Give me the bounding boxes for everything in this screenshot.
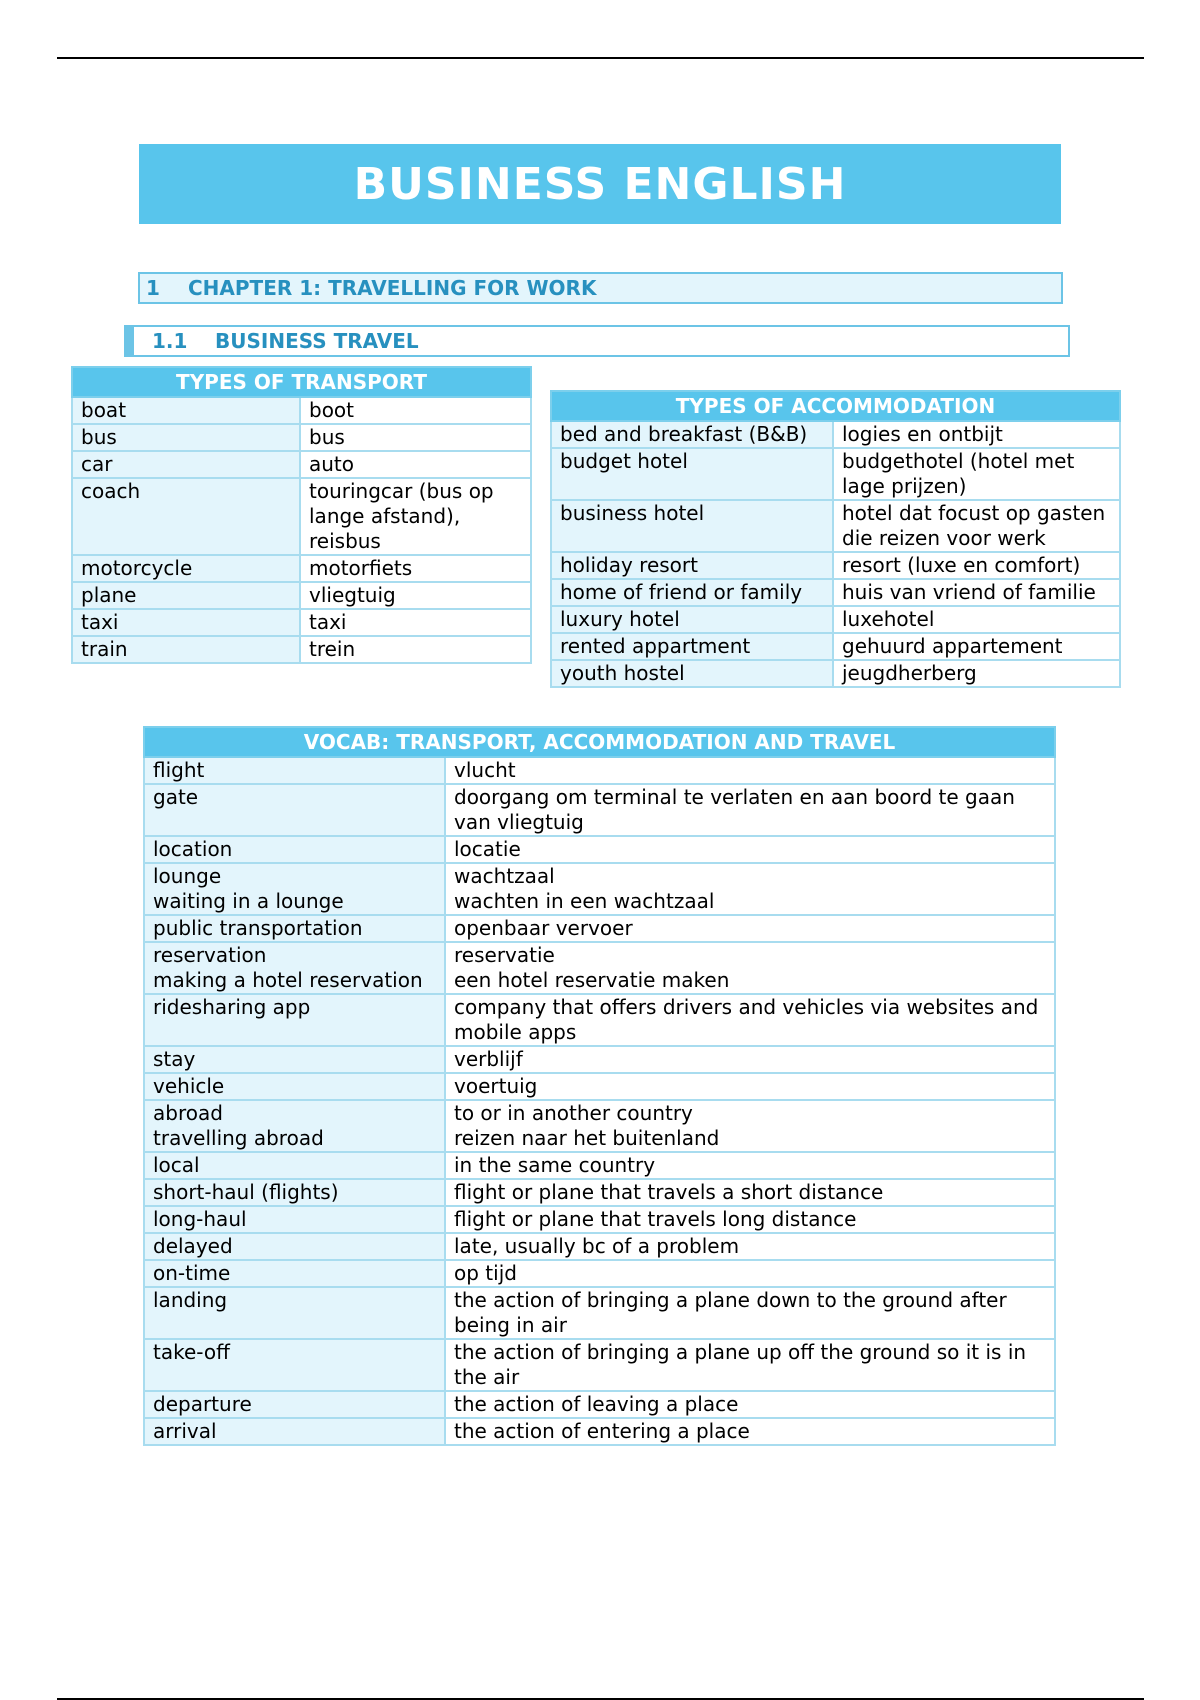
translation: budgethotel (hotel met lage prijzen) [842,449,1075,498]
term-cell [144,1287,445,1339]
transport-table [71,366,532,664]
term: luxury hotel [560,607,680,631]
translation-example: een hotel reservatie maken [454,968,730,992]
table-row [144,1152,1055,1179]
table-row [144,836,1055,863]
translation: hotel dat focust op gasten die reizen voor werk [842,501,1106,550]
table-row [144,942,1055,994]
translation: the action of bringing a plane up off the ground so it is in the air [454,1340,1027,1389]
term-cell [72,636,300,663]
translation-cell [833,579,1120,606]
translation: huis van vriend of familie [842,580,1096,604]
translation-cell [445,1046,1055,1073]
term: bus [81,425,117,449]
term: ridesharing app [153,995,311,1019]
term: local [153,1153,200,1177]
term: budget hotel [560,449,688,473]
term-cell [144,994,445,1046]
term-cell [144,1100,445,1152]
translation: logies en ontbijt [842,422,1003,446]
term: boat [81,398,127,422]
term: long-haul [153,1207,247,1231]
term-cell [551,633,833,660]
term: location [153,837,233,861]
term-example: making a hotel reservation [153,968,423,992]
translation: motorfiets [309,556,413,580]
term-cell [144,1391,445,1418]
term-cell [144,1046,445,1073]
translation-cell [445,1339,1055,1391]
translation-cell [833,421,1120,448]
term-cell [144,1418,445,1445]
translation-cell [300,609,531,636]
term: stay [153,1047,196,1071]
table-row [72,478,531,555]
document-title: BUSINESS ENGLISH [139,144,1061,224]
term-cell [551,660,833,687]
translation: gehuurd appartement [842,634,1063,658]
table-row [144,1046,1055,1073]
term-cell [144,1260,445,1287]
term: vehicle [153,1074,225,1098]
term: taxi [81,610,119,634]
translation-cell [445,757,1055,784]
translation: the action of bringing a plane down to the ground after being in air [454,1288,1007,1337]
translation-cell [300,636,531,663]
table-row [551,579,1120,606]
term: abroad [153,1101,223,1125]
translation: locatie [454,837,521,861]
translation: doorgang om terminal te verlaten en aan boord te gaan van vliegtuig [454,785,1015,834]
translation-cell [445,1206,1055,1233]
translation-cell [300,424,531,451]
term: public transportation [153,916,363,940]
translation: bus [309,425,345,449]
translation-cell [445,1179,1055,1206]
translation: flight or plane that travels long distance [454,1207,857,1231]
translation: touringcar (bus op lange afstand), reisbus [309,479,494,553]
section-heading [124,325,1070,357]
term: coach [81,479,141,503]
table-row [144,757,1055,784]
section-number: 1.1 [152,329,188,353]
term-cell [551,606,833,633]
translation: reservatie [454,943,555,967]
translation: boot [309,398,355,422]
term: reservation [153,943,267,967]
translation-cell [300,451,531,478]
term: business hotel [560,501,705,525]
chapter-title: CHAPTER 1: TRAVELLING FOR WORK [188,276,597,300]
translation-cell [445,1260,1055,1287]
translation-cell [445,1287,1055,1339]
section-title: BUSINESS TRAVEL [215,329,419,353]
term: train [81,637,128,661]
translation-cell [445,1073,1055,1100]
term-cell [72,555,300,582]
translation-cell [445,1418,1055,1445]
table-row [551,606,1120,633]
translation: in the same country [454,1153,656,1177]
term-cell [551,500,833,552]
table-row [551,448,1120,500]
term: motorcycle [81,556,193,580]
term-example: travelling abroad [153,1126,324,1150]
translation: luxehotel [842,607,935,631]
term-cell [144,1179,445,1206]
translation: voertuig [454,1074,538,1098]
translation: wachtzaal [454,864,555,888]
term: rented appartment [560,634,751,658]
table-row [72,582,531,609]
table-row [144,863,1055,915]
translation: flight or plane that travels a short distance [454,1180,884,1204]
table-row [144,994,1055,1046]
term: car [81,452,113,476]
accommodation-table-header: TYPES OF ACCOMMODATION [551,391,1120,421]
term-cell [551,421,833,448]
translation-cell [445,836,1055,863]
table-row [144,1391,1055,1418]
translation: vliegtuig [309,583,396,607]
table-row [551,500,1120,552]
term-example: waiting in a lounge [153,889,344,913]
translation: op tijd [454,1261,517,1285]
term-cell [144,1206,445,1233]
translation: to or in another country [454,1101,693,1125]
translation-cell [833,606,1120,633]
table-row [72,424,531,451]
term-cell [551,448,833,500]
table-row [144,1100,1055,1152]
accommodation-table [550,390,1121,688]
table-row [144,1418,1055,1445]
translation-cell [445,942,1055,994]
translation-cell [445,994,1055,1046]
term: plane [81,583,137,607]
translation: openbaar vervoer [454,916,633,940]
table-row [144,1260,1055,1287]
term: arrival [153,1419,217,1443]
term: home of friend or family [560,580,803,604]
term: youth hostel [560,661,685,685]
translation-cell [445,1391,1055,1418]
term-cell [144,942,445,994]
term-cell [144,863,445,915]
page-top-rule [57,57,1144,59]
term-cell [72,609,300,636]
term-cell [551,579,833,606]
table-row [551,633,1120,660]
table-row [144,1233,1055,1260]
table-row [144,784,1055,836]
translation-cell [833,633,1120,660]
term: on-time [153,1261,231,1285]
term: holiday resort [560,553,698,577]
translation: company that offers drivers and vehicles via websites and mobile apps [454,995,1039,1044]
term-cell [144,784,445,836]
chapter-number: 1 [146,276,160,300]
term: departure [153,1392,252,1416]
translation-cell [445,1152,1055,1179]
term-cell [144,1339,445,1391]
translation: verblijf [454,1047,523,1071]
translation: the action of entering a place [454,1419,750,1443]
term-cell [144,836,445,863]
term-cell [72,397,300,424]
term-cell [144,1152,445,1179]
translation-cell [445,784,1055,836]
chapter-heading [138,272,1063,304]
term: bed and breakfast (B&B) [560,422,808,446]
translation: trein [309,637,356,661]
translation-cell [833,552,1120,579]
table-row [144,1179,1055,1206]
term: gate [153,785,199,809]
table-row [551,421,1120,448]
translation: auto [309,452,355,476]
translation-cell [445,1100,1055,1152]
table-row [144,1287,1055,1339]
translation-cell [300,397,531,424]
table-row [72,555,531,582]
translation-cell [300,478,531,555]
translation-cell [445,1233,1055,1260]
translation-cell [445,863,1055,915]
translation: resort (luxe en comfort) [842,553,1081,577]
table-row [144,915,1055,942]
term: take-off [153,1340,230,1364]
translation: vlucht [454,758,516,782]
translation-cell [833,660,1120,687]
term: lounge [153,864,222,888]
transport-table-header: TYPES OF TRANSPORT [72,367,531,397]
translation-cell [833,500,1120,552]
table-row [72,609,531,636]
table-row [144,1206,1055,1233]
translation: jeugdherberg [842,661,977,685]
table-row [72,636,531,663]
translation-cell [833,448,1120,500]
term: delayed [153,1234,233,1258]
translation-cell [445,915,1055,942]
term-cell [72,478,300,555]
term-cell [144,1073,445,1100]
translation-example: wachten in een wachtzaal [454,889,715,913]
table-row [144,1339,1055,1391]
term: landing [153,1288,228,1312]
term-cell [72,582,300,609]
term: short-haul (flights) [153,1180,339,1204]
table-row [551,660,1120,687]
term-cell [144,757,445,784]
table-row [72,451,531,478]
translation: the action of leaving a place [454,1392,739,1416]
translation-example: reizen naar het buitenland [454,1126,720,1150]
translation-cell [300,555,531,582]
term-cell [144,915,445,942]
vocab-table [143,726,1056,1446]
translation-cell [300,582,531,609]
vocab-table-header: VOCAB: TRANSPORT, ACCOMMODATION AND TRAVEL [144,727,1055,757]
table-row [144,1073,1055,1100]
table-row [72,397,531,424]
term: flight [153,758,205,782]
term-cell [144,1233,445,1260]
table-row [551,552,1120,579]
term-cell [72,424,300,451]
translation: taxi [309,610,347,634]
term-cell [72,451,300,478]
term-cell [551,552,833,579]
translation: late, usually bc of a problem [454,1234,740,1258]
